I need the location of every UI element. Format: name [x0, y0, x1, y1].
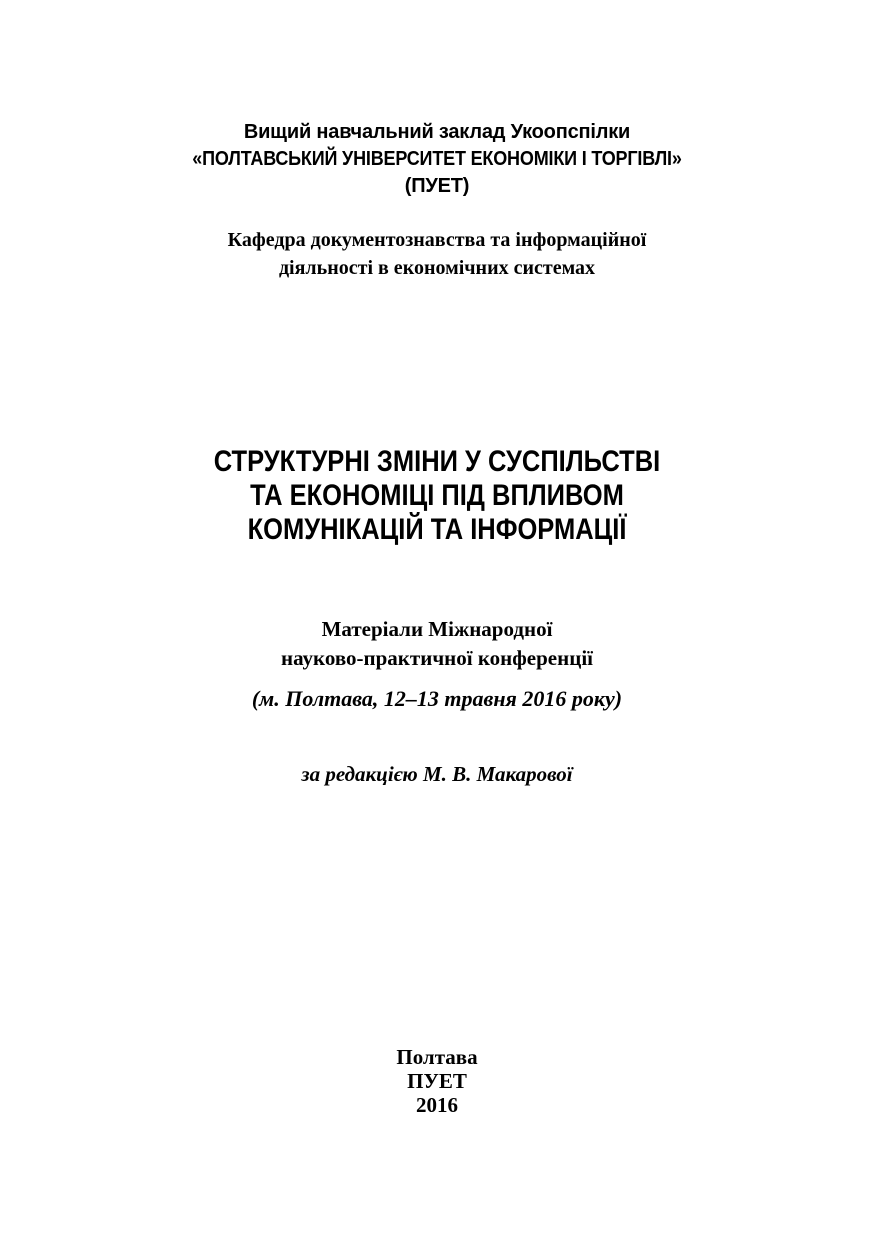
title-line3: КОМУНІКАЦІЙ ТА ІНФОРМАЦІЇ	[247, 513, 627, 546]
institution-type: Вищий навчальний заклад Укоопспілки	[243, 121, 631, 143]
imprint-publisher: ПУЕТ	[407, 1069, 467, 1093]
university-abbreviation: (ПУЕТ)	[404, 175, 470, 197]
imprint-city: Полтава	[396, 1045, 478, 1069]
department-name-line2: діяльності в економічних системах	[278, 257, 596, 279]
title-line2: ТА ЕКОНОМІЦІ ПІД ВПЛИВОМ	[250, 479, 624, 512]
department-name-line1: Кафедра документознавства та інформаційної	[227, 229, 647, 251]
title-line1: СТРУКТУРНІ ЗМІНИ У СУСПІЛЬСТВІ	[213, 445, 661, 478]
university-name: «ПОЛТАВСЬКИЙ УНІВЕРСИТЕТ ЕКОНОМІКИ І ТОРГІВЛІ»	[192, 148, 682, 170]
conference-place-date: (м. Полтава, 12–13 травня 2016 року)	[251, 686, 623, 711]
editor-credit: за редакцією М. В. Макарової	[301, 762, 573, 786]
subtitle-line2: науково-практичної конференції	[281, 646, 593, 670]
subtitle-line1: Матеріали Міжнародної	[321, 617, 553, 641]
imprint-year: 2016	[416, 1093, 458, 1117]
